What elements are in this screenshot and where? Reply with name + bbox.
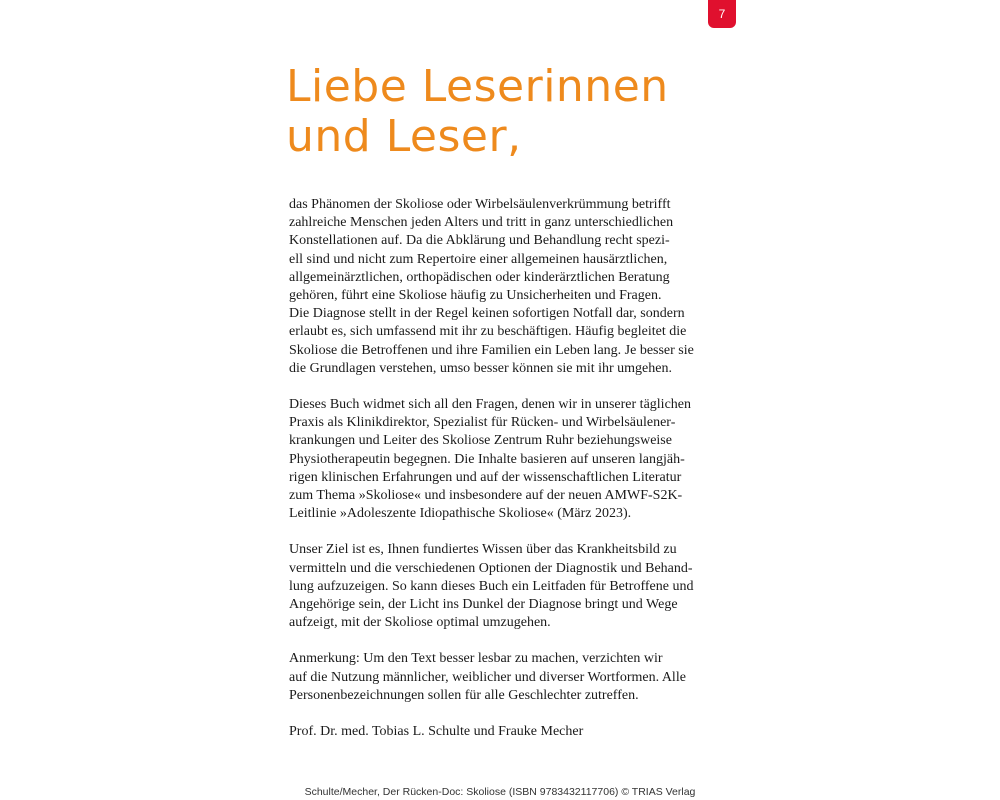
text-line: Personenbezeichnungen sollen für alle Geschlechter zutreffen. bbox=[289, 687, 639, 703]
text-line: aufzeigt, mit der Skoliose optimal umzugehen. bbox=[289, 615, 551, 631]
page-heading bbox=[286, 62, 746, 162]
footer-citation: Schulte/Mecher, Der Rücken-Doc: Skoliose (ISBN 9783432117706) © TRIAS Verlag bbox=[304, 786, 696, 798]
signature: Prof. Dr. med. Tobias L. Schulte und Frauke Mecher bbox=[289, 724, 584, 740]
heading-line-2: und Leser, bbox=[286, 111, 522, 162]
text-line: Anmerkung: Um den Text besser lesbar zu machen, verzichten wir bbox=[289, 651, 663, 667]
text-line: krankungen und Leiter des Skoliose Zentrum Ruhr beziehungsweise bbox=[289, 433, 672, 449]
text-line: vermitteln und die verschiedenen Optionen der Diagnostik und Behand- bbox=[289, 560, 693, 576]
text-line: zahlreiche Menschen jeden Alters und tritt in ganz unterschiedlichen bbox=[289, 215, 674, 231]
text-line: Konstellationen auf. Da die Abklärung und Behandlung recht spezi- bbox=[289, 233, 670, 249]
text-line: Unser Ziel ist es, Ihnen fundiertes Wissen über das Krankheitsbild zu bbox=[289, 542, 677, 558]
text-line: das Phänomen der Skoliose oder Wirbelsäulenverkrümmung betrifft bbox=[289, 197, 671, 212]
text-line: erlaubt es, sich umfassend mit ihr zu beschäftigen. Häufig begleitet die bbox=[289, 324, 687, 340]
text-line: ell sind und nicht zum Repertoire einer allgemeinen hausärztlichen, bbox=[289, 251, 668, 267]
heading-line-1: Liebe Leserinnen bbox=[286, 61, 669, 112]
paragraph bbox=[289, 650, 729, 705]
text-line: Angehörige sein, der Licht ins Dunkel der Diagnose bringt und Wege bbox=[289, 597, 678, 613]
text-line: zum Thema »Skoliose« und insbesondere auf der neuen AMWF-S2K- bbox=[289, 488, 683, 504]
text-line: lung aufzuzeigen. So kann dieses Buch ein Leitfaden für Betroffene und bbox=[289, 578, 694, 594]
paragraph bbox=[289, 541, 729, 632]
text-line: Praxis als Klinikdirektor, Spezialist für Rücken- und Wirbelsäulener- bbox=[289, 415, 676, 431]
page-number-badge: 7 bbox=[708, 0, 736, 28]
paragraph bbox=[289, 196, 729, 378]
text-line: Skoliose die Betroffenen und ihre Familien ein Leben lang. Je besser sie bbox=[289, 342, 694, 358]
text-line: rigen klinischen Erfahrungen und auf der wissenschaftlichen Literatur bbox=[289, 469, 682, 485]
text-line: gehören, führt eine Skoliose häufig zu Unsicherheiten und Fragen. bbox=[289, 288, 662, 304]
text-line: Dieses Buch widmet sich all den Fragen, denen wir in unserer täglichen bbox=[289, 397, 691, 413]
text-line: Die Diagnose stellt in der Regel keinen sofortigen Notfall dar, sondern bbox=[289, 306, 685, 322]
body-text bbox=[289, 196, 729, 741]
paragraph bbox=[289, 396, 729, 523]
text-line: Leitlinie »Adoleszente Idiopathische Skoliose« (März 2023). bbox=[289, 506, 632, 522]
text-line: auf die Nutzung männlicher, weiblicher und diverser Wortformen. Alle bbox=[289, 669, 686, 685]
text-line: allgemeinärztlichen, orthopädischen oder kinderärztlichen Beratung bbox=[289, 269, 670, 285]
text-line: die Grundlagen verstehen, umso besser können sie mit ihr umgehen. bbox=[289, 360, 672, 376]
text-line: Physiotherapeutin begegnen. Die Inhalte basieren auf unseren langjäh- bbox=[289, 451, 685, 467]
